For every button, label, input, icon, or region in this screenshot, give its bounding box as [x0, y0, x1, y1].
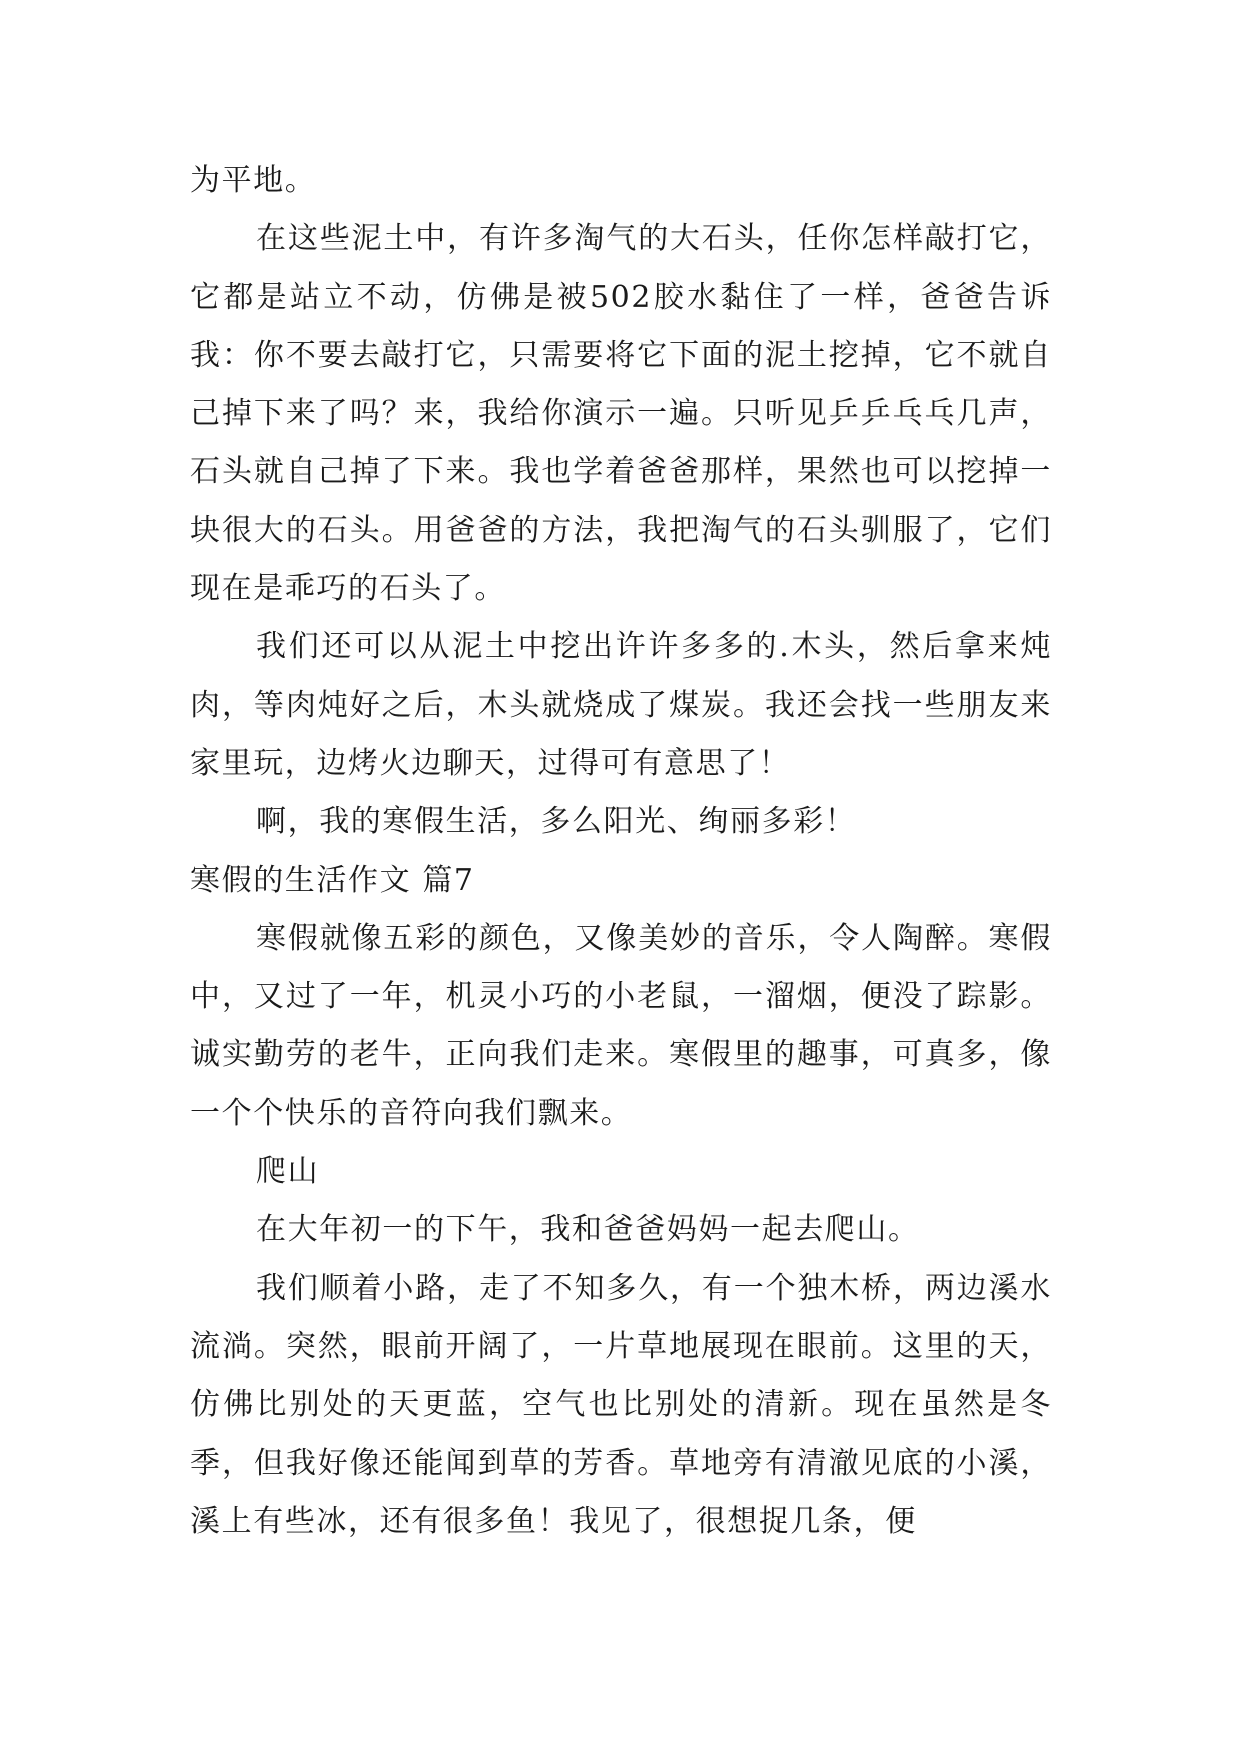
subheading: 爬山 — [256, 1154, 320, 1190]
paragraph: 在这些泥土中，有许多淘气的大石头，任你怎样敲打它，它都是站立不动，仿佛是被502胶水黏住了一样，爸爸告诉我：你不要去敲打它，只需要将它下面的泥土挖掉，它不就自己掉下来了吗？来，我给你演示一遍。只听见乒乒乓乓几声，石头就自己掉了下来。我也学着爸爸那样，果然也可以挖掉一块很大的石头。用爸爸的方法，我把淘气的石头驯服了，它们现在是乖巧的石头了。 — [190, 221, 1052, 607]
section-heading: 寒假的生活作文 篇7 — [190, 862, 475, 898]
paragraph: 我们还可以从泥土中挖出许许多多的.木头，然后拿来炖肉，等肉炖好之后，木头就烧成了煤炭。我还会找一些朋友来家里玩，边烤火边聊天，过得可有意思了！ — [190, 629, 1052, 781]
document-body — [190, 152, 1052, 1551]
paragraph: 在大年初一的下午，我和爸爸妈妈一起去爬山。 — [256, 1212, 920, 1248]
paragraph: 啊，我的寒假生活，多么阳光、绚丽多彩！ — [256, 804, 857, 840]
paragraph-continuation: 为平地。 — [190, 163, 317, 198]
paragraph: 寒假就像五彩的颜色，又像美妙的音乐，令人陶醉。寒假中，又过了一年，机灵小巧的小老鼠，一溜烟，便没了踪影。诚实勤劳的老牛，正向我们走来。寒假里的趣事，可真多，像一个个快乐的音符向我们飘来。 — [190, 920, 1052, 1131]
paragraph: 我们顺着小路，走了不知多久，有一个独木桥，两边溪水流淌。突然，眼前开阔了，一片草地展现在眼前。这里的天，仿佛比别处的天更蓝，空气也比别处的清新。现在虽然是冬季，但我好像还能闻到草的芳香。草地旁有清澈见底的小溪，溪上有些冰，还有很多鱼！我见了，很想捉几条，便 — [190, 1270, 1052, 1539]
